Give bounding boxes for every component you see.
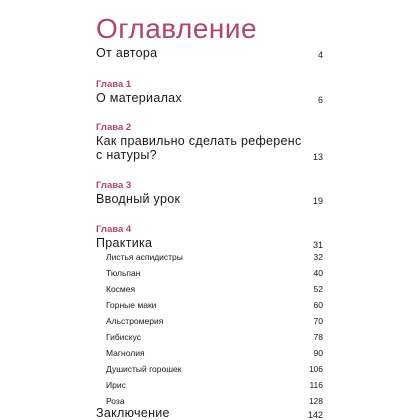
- toc-entry-page: 31: [312, 240, 323, 250]
- subitem-page: 40: [313, 268, 323, 278]
- toc-entry-label: Вводный урок: [96, 192, 181, 206]
- toc-entry-page: 13: [312, 152, 323, 162]
- toc-subitem[interactable]: [106, 300, 323, 310]
- toc-subitem[interactable]: [106, 364, 323, 374]
- subitem-page: 70: [313, 316, 323, 326]
- toc-entry-label-line1: Как правильно сделать референс: [96, 134, 302, 148]
- subitem-page: 128: [308, 396, 323, 406]
- toc-entry-page: 4: [317, 50, 323, 60]
- toc-entry-page: 19: [312, 196, 323, 206]
- subitem-page: 78: [313, 332, 323, 342]
- toc-chapter-1[interactable]: [96, 79, 323, 105]
- toc-subitem[interactable]: [106, 332, 323, 342]
- subitem-label: Листья аспидистры: [106, 252, 183, 262]
- subitem-label: Магнолия: [106, 348, 145, 358]
- toc-entry-label-line2: с натуры?: [96, 148, 157, 162]
- toc-subitem[interactable]: [106, 268, 323, 278]
- toc-entry-page: 142: [307, 410, 323, 420]
- subitem-label: Горные маки: [106, 300, 157, 310]
- toc-entry-label: О материалах: [96, 91, 182, 105]
- toc-subitem[interactable]: [106, 316, 323, 326]
- toc-subitem[interactable]: [106, 284, 323, 294]
- subitem-label: Ирис: [106, 380, 126, 390]
- chapter-label: Глава 4: [96, 224, 132, 235]
- toc-entry-label: Заключение: [96, 406, 170, 420]
- subitem-page: 60: [313, 300, 323, 310]
- chapter-label: Глава 1: [96, 79, 132, 90]
- subitem-label: Душистый горошек: [106, 364, 182, 374]
- subitem-label: Гибискус: [106, 332, 141, 342]
- page-title: Оглавление: [96, 12, 258, 44]
- subitem-page: 32: [313, 252, 323, 262]
- subitem-label: Альстромерия: [106, 316, 164, 326]
- toc-subitem[interactable]: [106, 380, 323, 390]
- toc-subitem[interactable]: [106, 348, 323, 358]
- chapter-label: Глава 2: [96, 122, 132, 133]
- toc-entry-label: От автора: [96, 46, 158, 60]
- toc-chapter-2[interactable]: [96, 122, 323, 162]
- toc-subitem[interactable]: [106, 252, 323, 262]
- toc-subitem[interactable]: [106, 396, 323, 406]
- toc-entry-author[interactable]: [96, 46, 323, 60]
- chapter-label: Глава 3: [96, 180, 132, 191]
- toc-chapter-3[interactable]: [96, 180, 323, 206]
- subitem-page: 90: [313, 348, 323, 358]
- toc-entry-page: 6: [317, 95, 323, 105]
- subitem-label: Роза: [106, 396, 125, 406]
- toc-entry-conclusion[interactable]: [96, 406, 323, 420]
- subitem-label: Тюльпан: [106, 268, 141, 278]
- toc-entry-label: Практика: [96, 236, 153, 250]
- subitem-label: Космея: [106, 284, 136, 294]
- toc-chapter-4[interactable]: [96, 224, 323, 250]
- subitem-page: 116: [309, 380, 323, 390]
- subitem-page: 52: [313, 284, 323, 294]
- subitem-page: 106: [308, 364, 323, 374]
